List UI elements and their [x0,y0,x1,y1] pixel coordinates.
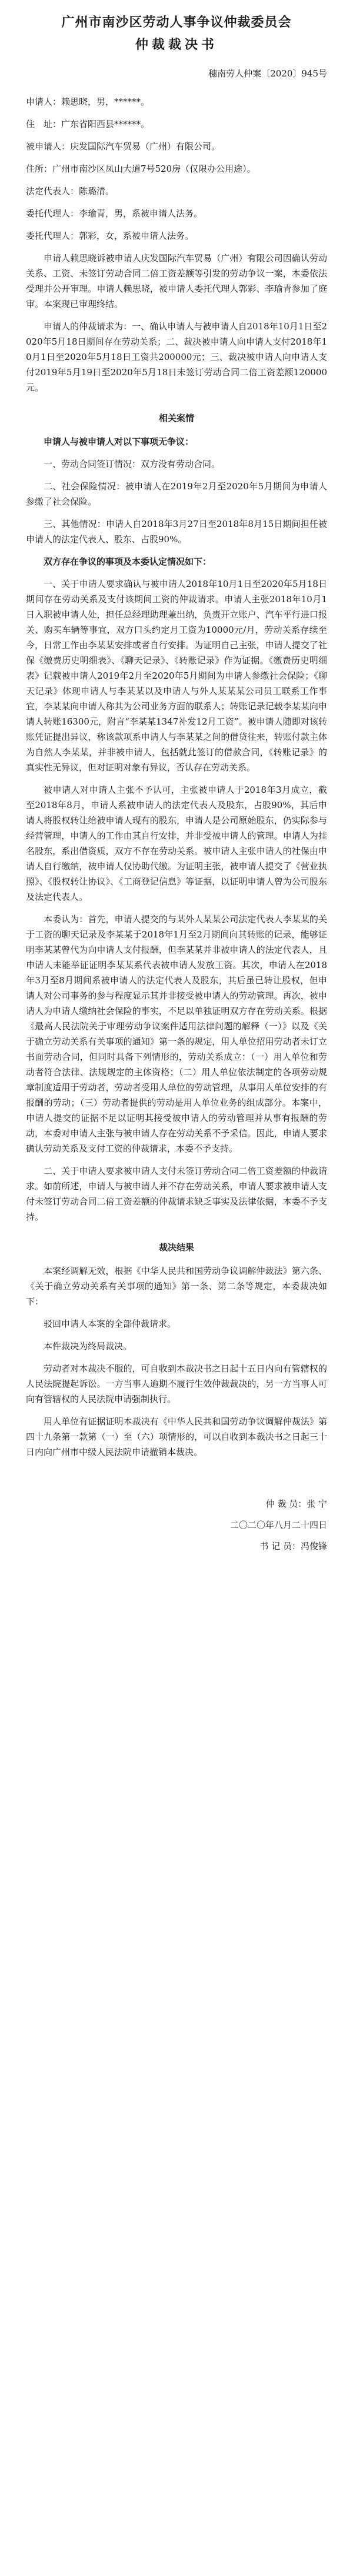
facts-subheading: 双方存在争议的事项及本委认定情况如下： [44,556,212,567]
facts-subheading: 申请人与被申请人对以下事项无争议： [44,436,194,447]
party-line: 住 址：广东省阳西县******。 [26,119,150,129]
party-line: 住所：广州市南沙区凤山大道7号520房（仅限办公用途）。 [26,163,256,174]
result-block [26,1263,327,1460]
facts-paragraph: 一、关于申请人要求确认与被申请人2018年10月1日至2020年5月18日期间存在劳动关系及支付该期间工资的仲裁请求。申请人主张2018年10月1日入职被申请人处，担任总经理助理兼出纳，负责开立账户、汽车平行进口报关、购买车辆等事宜，双方口头约定月工资为10000元/月，劳动关系存续至今，日常工作由李某某安排或者自行安排。为证明自己主张，申请人提交了社保《缴费历史明细表》、《聊天记录》、《转账记录》作为证据。《缴费历史明细表》记载被申请人2019年2月至2020年5月期间为申请人参缴社会保险；《聊天记录》体现申请人与李某某以及申请人与外人某某某公司员工联系工作事宜，李某某向申请人称其为公司业务方面的联系人；转账记录记载李某某向申请人转账16300元，附言“李某某1347补发12月工资”。被申请人随即对该转账凭证提出异议，称该款项系申请人与李某某之间的借贷往来，转账付款主体为自然人李某某，并非被申请人，包括就此签订的借款合同，《转账记录》的真实性无异议，但对证明对象有异议，否认存在劳动关系。 [26,579,327,773]
party-line: 法定代表人：陈璐清。 [26,186,115,196]
result-paragraph: 本件裁决为终局裁决。 [44,1341,132,1352]
facts-block [26,434,327,1224]
clerk-signature: 书 记 员：冯俊锋 [259,1541,327,1551]
facts-paragraph: 二、关于申请人要求被申请人支付未签订劳动合同二倍工资差额的仲裁请求。如前所述，申请人与被申请人并不存在劳动关系，申请人要求被申请人支付未签订劳动合同二倍工资差额的仲裁请求缺乏事实及法律依据，本委不予支持。 [26,1166,327,1222]
result-paragraph: 本案经调解无效，根据《中华人民共和国劳动争议调解仲裁法》第六条、《关于确立劳动关系有关事项的通知》第一条、第二条等规定，本委裁决如下： [26,1266,327,1307]
facts-paragraph: 三、其他情况：申请人自2018年3月27日至2018年8月15日期间担任被申请人的法定代表人、股东、占股90%。 [26,519,327,545]
intro-block [26,251,327,395]
parties-block [26,94,327,243]
facts-paragraph: 一、劳动合同签订情况：双方没有劳动合同。 [44,459,221,469]
case-number: 穗南劳人仲案〔2020〕945号 [208,68,327,79]
document-title: 仲裁裁决书 [135,37,218,52]
facts-paragraph: 本委认为：首先，申请人提交的与某外人某某公司法定代表人李某某的关于工资的聊天记录及李某某于2018年1月至2月期间向其转账的记录，能够证明李某某曾代为向申请人支付报酬，但李某某并非被申请人的法定代表人，且申请人未能举证证明李某某系代表被申请人发放工资。其次，申请人在2018年3月至8月期间系被申请人的法定代表人及股东，其后虽已转让股权，但申请人对公司事务的参与程度显示其并非接受被申请人的劳动管理。再次，被申请人为申请人缴纳社会保险的事实，不足以单独证明双方存在劳动关系。根据《最高人民法院关于审理劳动争议案件适用法律问题的解释（一）》以及《关于确立劳动关系有关事项的通知》第一条的规定，用人单位招用劳动者未订立书面劳动合同，但同时具备下列情形的，劳动关系成立：（一）用人单位和劳动者符合法律、法规规定的主体资格；（二）用人单位依法制定的各项劳动规章制度适用于劳动者，劳动者受用人单位的劳动管理，从事用人单位安排的有报酬的劳动；（三）劳动者提供的劳动是用人单位业务的组成部分。本案中，申请人提交的证据不足以证明其接受被申请人的劳动管理并从事有报酬的劳动，本委对申请人主张与被申请人存在劳动关系不予采信。因此，申请人要求确认劳动关系及支付工资的仲裁请求，本委不予支持。 [26,914,327,1154]
result-heading: 裁决结果 [158,1242,194,1253]
claims-paragraph: 申请人的仲裁请求为：一、确认申请人与被申请人自2018年10月1日至2020年5月18日期间存在劳动关系；二、裁决被申请人向申请人支付2018年10月1日至2020年5月18日工资共200000元；三、裁决被申请人向申请人支付2019年5月19日至2020年5月18日未签订劳动合同二倍工资差额120000元。 [26,321,327,393]
spacer [26,1467,327,1490]
intro-paragraph: 申请人赖思晓诉被申请人庆发国际汽车贸易（广州）有限公司因确认劳动关系、工资、未签订劳动合同二倍工资差额等引发的劳动争议一案，本委依法受理并公开审理。申请人赖思晓，被申请人委托代理人郭彩、李瑜青参加了庭审。本案现已审理终结。 [26,253,327,309]
result-paragraph: 驳回申请人本案的全部仲裁请求。 [44,1319,176,1329]
facts-paragraph: 二、社会保险情况：被申请人在2019年2月至2020年5月期间为申请人参缴了社会保险。 [26,481,327,507]
result-paragraph: 用人单位有证据证明本裁决有《中华人民共和国劳动争议调解仲裁法》第四十九条第一款第（一）至（六）项情形的，可以自收到本裁决书之日起三十日内向广州市中级人民法院申请撤销本裁决。 [26,1416,327,1457]
arbitrator-signature: 仲 裁 员：张 宁 [265,1499,327,1509]
party-line: 委托代理人：郭彩，女，系被申请人法务。 [26,231,194,241]
party-line: 被申请人：庆发国际汽车贸易（广州）有限公司。 [26,141,221,152]
decision-date: 二〇二〇年八月二十四日 [229,1520,327,1530]
party-line: 委托代理人：李瑜青，男，系被申请人法务。 [26,208,203,219]
party-line: 申请人：赖思晓，男，******。 [26,96,150,107]
result-paragraph: 劳动者对本裁决不服的，可自收到本裁决书之日起十五日内向有管辖权的人民法院提起诉讼。一方当事人逾期不履行生效仲裁裁决的，另一方当事人可向有管辖权的人民法院申请强制执行。 [26,1363,327,1404]
facts-heading: 相关案情 [158,413,194,423]
facts-paragraph: 被申请人对申请人主张不予认可，主张被申请人于2018年3月成立，截至2018年8月，申请人系被申请人的法定代表人及股东，占股90%，其后申请人将股权转让给被申请人现有的股东，申请人是公司原始股东，仍实际参与经营管理，申请人的工作由其自行安排，并非受被申请人的管理。申请人为挂名股东，系出借资质，双方不存在劳动关系。被申请人主张申请人的社保由申请人自行缴纳，被申请人仅协助代缴。为证明主张，被申请人提交了《营业执照》、《股权转让协议》、《工商登记信息》等证据，以证明申请人曾为公司股东及法定代表人。 [26,785,327,902]
organization-name: 广州市南沙区劳动人事争议仲裁委员会 [61,15,292,30]
